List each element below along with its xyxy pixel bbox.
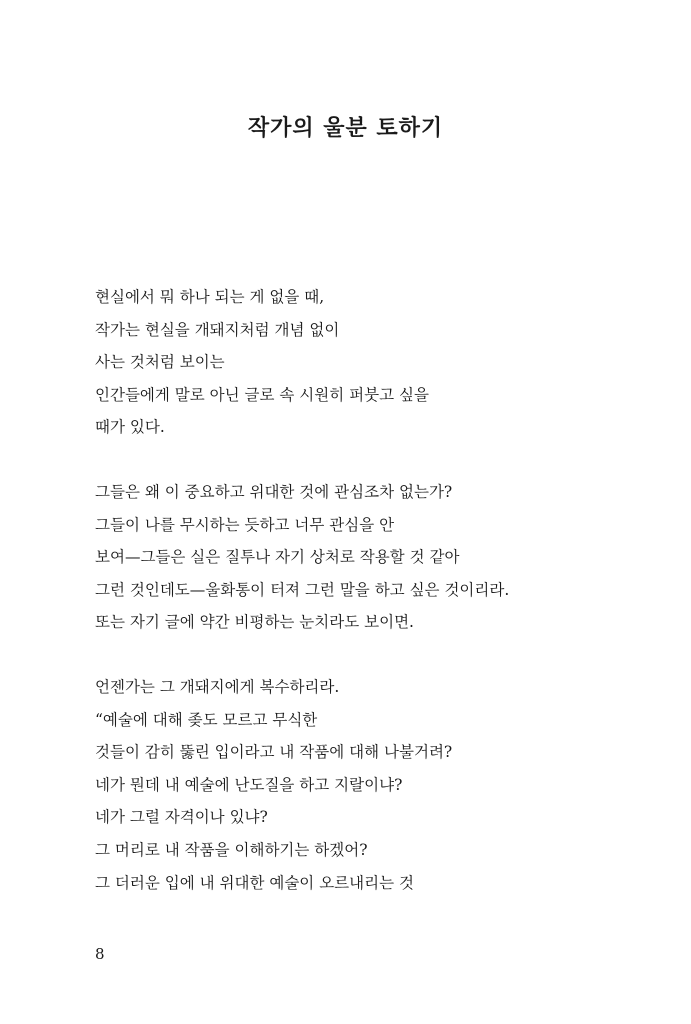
page-number: 8 [95,945,105,963]
stanza-2 [95,476,655,639]
poem-line: 그 더러운 입에 내 위대한 예술이 오르내리는 것 [95,873,414,892]
poem-line: 언젠가는 그 개돼지에게 복수하리라. [95,677,340,696]
poem-line: 때가 있다. [95,418,165,437]
poem-line: 그 머리로 내 작품을 이해하기는 하겠어? [95,840,368,859]
poem-line: 인간들에게 말로 아닌 글로 속 시원히 퍼붓고 싶을 [95,385,429,404]
poem-line: 그런 것인데도—울화통이 터져 그런 말을 하고 싶은 것이리라. [95,580,510,599]
chapter-title: 작가의 울분 토하기 [247,115,444,141]
stanza-3 [95,671,655,899]
poem-line: 것들이 감히 뚫린 입이라고 내 작품에 대해 나불거려? [95,743,453,762]
poem-line: “예술에 대해 좆도 모르고 무식한 [95,710,318,729]
poem-line: 사는 것처럼 보이는 [95,353,225,372]
stanza-1 [95,281,655,444]
poem-line: 네가 뭔데 내 예술에 난도질을 하고 지랄이냐? [95,775,403,794]
poem-line: 그들이 나를 무시하는 듯하고 너무 관심을 안 [95,515,395,534]
poem-line: 보여—그들은 실은 질투나 자기 상처로 작용할 것 같아 [95,548,460,567]
poem-line: 그들은 왜 이 중요하고 위대한 것에 관심조차 없는가? [95,482,453,501]
poem-body [95,281,655,931]
poem-line: 또는 자기 글에 약간 비평하는 눈치라도 보이면. [95,613,414,632]
poem-line: 현실에서 뭐 하나 되는 게 없을 때, [95,288,325,306]
poem-line: 작가는 현실을 개돼지처럼 개념 없이 [95,320,340,339]
poem-line: 네가 그럴 자격이나 있냐? [95,808,268,827]
